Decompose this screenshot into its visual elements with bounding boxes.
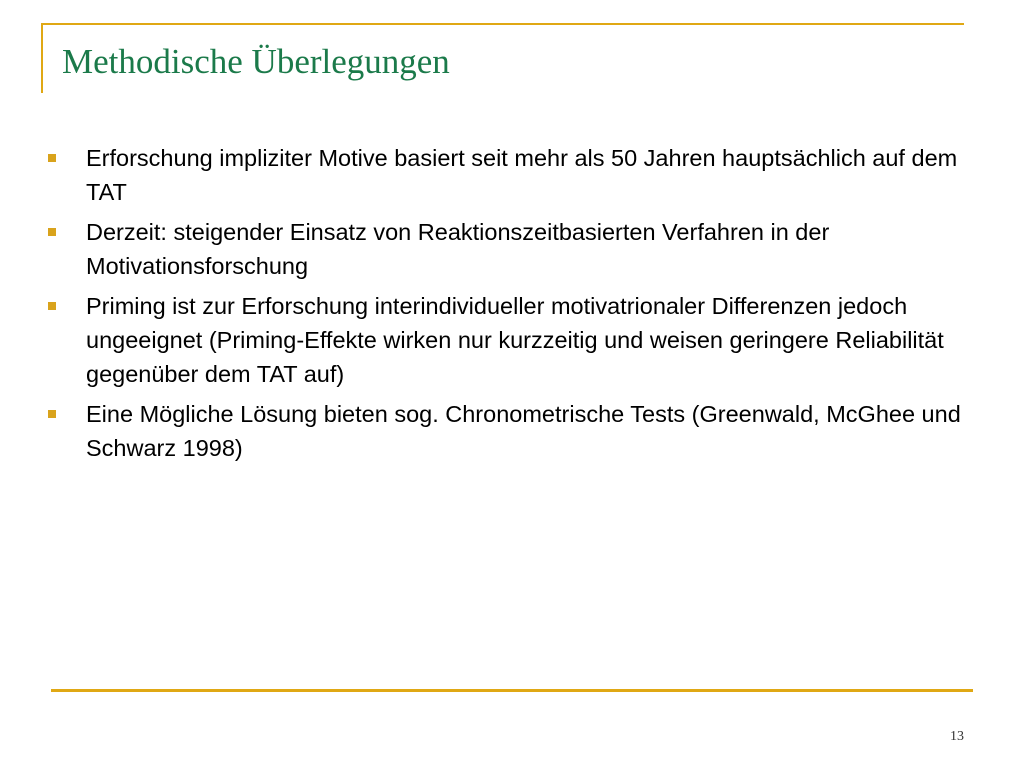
title-frame-left-line: [41, 23, 43, 93]
square-bullet-icon: [48, 302, 56, 310]
square-bullet-icon: [48, 228, 56, 236]
bullet-item: [48, 141, 968, 209]
footer-divider-line: [51, 689, 973, 692]
bullet-text: Erforschung impliziter Motive basiert seit mehr als 50 Jahren hauptsächlich auf dem TAT: [86, 145, 958, 205]
square-bullet-icon: [48, 154, 56, 162]
title-frame-top-line: [42, 23, 964, 25]
bullet-item: [48, 215, 968, 283]
bullet-list: [48, 141, 968, 471]
bullet-text: Eine Mögliche Lösung bieten sog. Chronometrische Tests (Greenwald, McGhee und Schwarz 1998): [86, 401, 961, 461]
bullet-text: Priming ist zur Erforschung interindividueller motivatrionaler Differenzen jedoch ungeeignet (Priming-Effekte wirken nur kurzzeitig und weisen geringere Reliabilität gegenüber dem TAT auf): [86, 293, 944, 387]
bullet-item: [48, 397, 968, 465]
slide-title: Methodische Überlegungen: [62, 42, 450, 81]
bullet-text: Derzeit: steigender Einsatz von Reaktionszeitbasierten Verfahren in der Motivationsforschung: [86, 219, 830, 279]
square-bullet-icon: [48, 410, 56, 418]
page-number: 13: [950, 729, 964, 744]
bullet-item: [48, 289, 968, 391]
